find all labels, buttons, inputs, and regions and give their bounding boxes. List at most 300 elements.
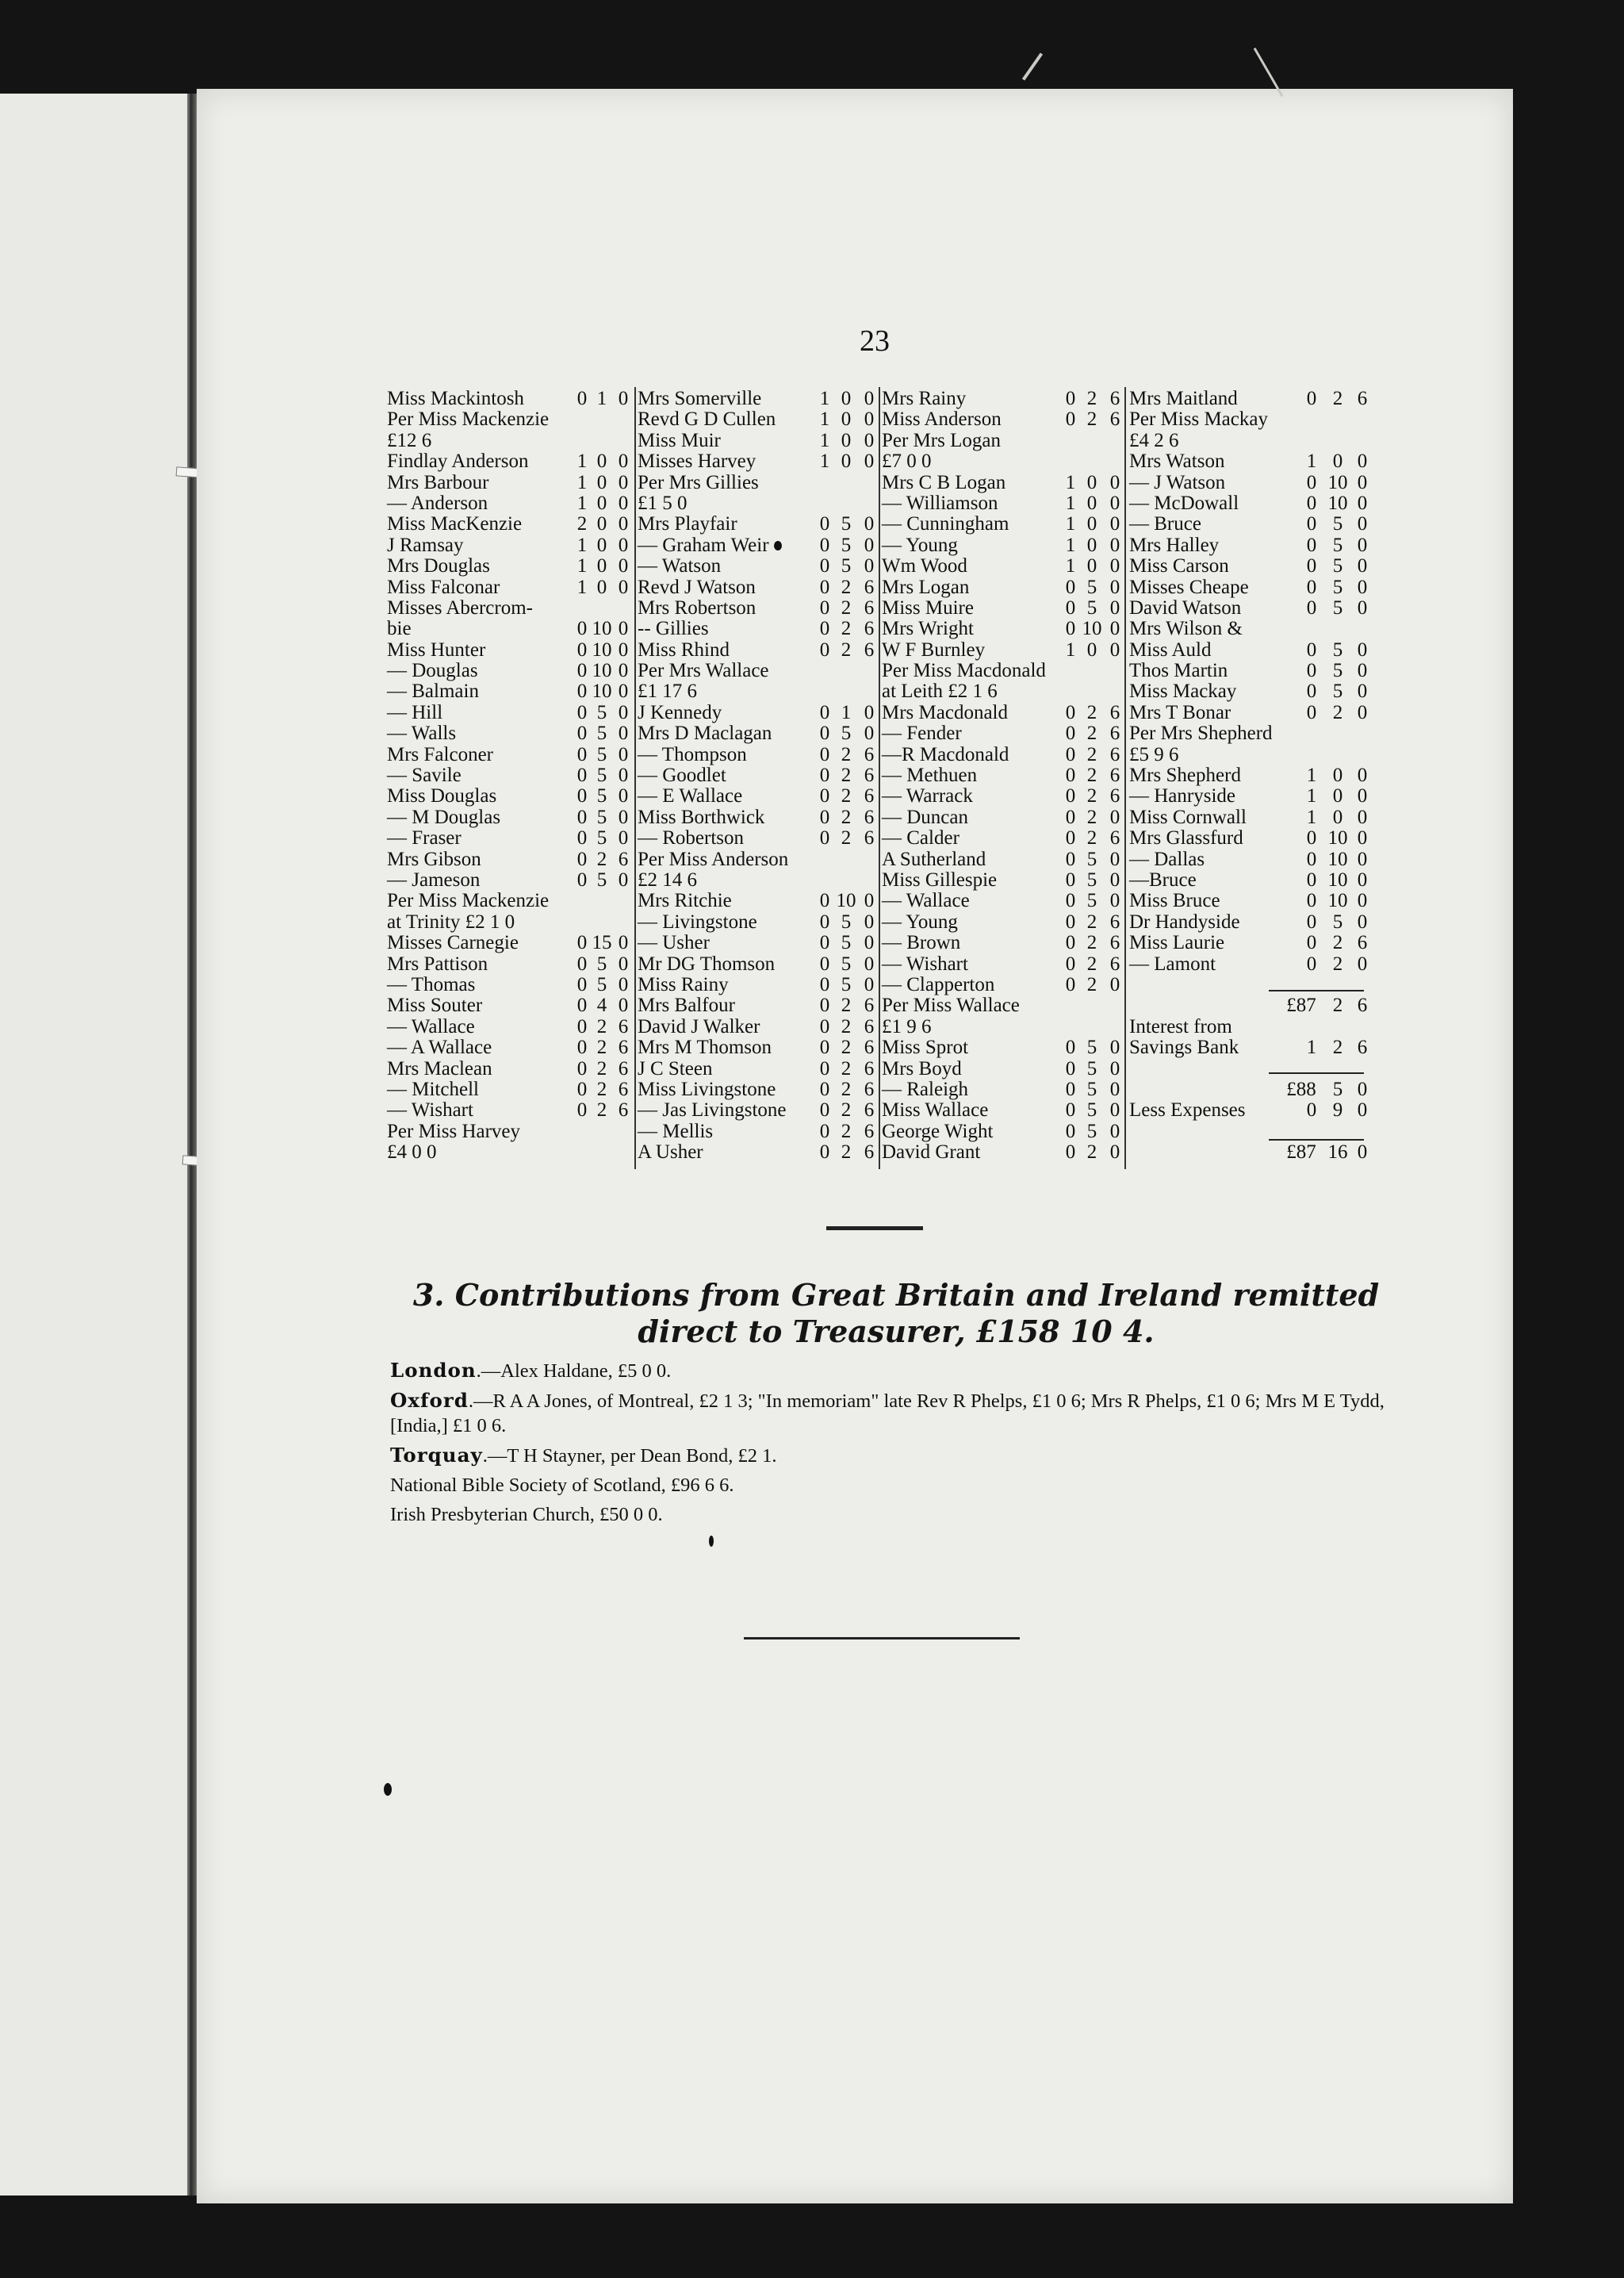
- amount-pounds: £88: [1286, 1078, 1316, 1100]
- section-divider: [826, 1226, 923, 1230]
- donor-name: Miss Carson: [1129, 555, 1229, 577]
- donor-name: Mrs Maitland: [1129, 388, 1238, 409]
- amount-pence: 6: [864, 995, 875, 1017]
- amount-pounds: 1: [576, 555, 588, 577]
- amount-pence: 0: [1357, 911, 1368, 933]
- ledger-row: [882, 1080, 1126, 1100]
- donor-name: Mrs Boyd: [882, 1057, 962, 1080]
- ledger-row: [638, 870, 880, 891]
- donor-name: — Wallace: [387, 1015, 475, 1037]
- amount-pence: 6: [1109, 911, 1120, 933]
- ink-blot: [709, 1536, 714, 1547]
- amount-pounds: 0: [576, 1099, 588, 1122]
- amount-shillings: 5: [1086, 890, 1097, 912]
- amount-shillings: 10: [1327, 471, 1348, 493]
- ledger-heading: Per Miss Mackenzie: [387, 408, 550, 431]
- amount-pence: 0: [1357, 806, 1368, 828]
- amount-pounds: 0: [819, 827, 830, 849]
- amount-shillings: 5: [1086, 1037, 1097, 1059]
- ledger-row: [638, 828, 880, 849]
- amount-pence: 6: [1109, 701, 1120, 723]
- amount-pence: 6: [864, 1078, 875, 1100]
- amount-pounds: 0: [576, 681, 588, 703]
- donor-name: — Wishart: [387, 1099, 473, 1122]
- ledger-heading: Per Mrs Logan: [882, 429, 1001, 451]
- amount-pounds: 0: [576, 1057, 588, 1080]
- ledger-row: [638, 681, 880, 702]
- amount-shillings: 10: [1082, 618, 1102, 640]
- donor-name: — Dallas: [1129, 848, 1205, 870]
- ledger-heading: £1 17 6: [638, 681, 697, 703]
- donor-name: Mrs Halley: [1129, 534, 1220, 556]
- amount-pence: 0: [864, 513, 875, 535]
- amount-pence: 0: [618, 618, 629, 640]
- ledger-row: [1129, 535, 1380, 556]
- column-separator: [1124, 387, 1126, 1169]
- amount-pence: 6: [864, 827, 875, 849]
- donor-name: — Cunningham: [882, 513, 1009, 535]
- donor-name: Miss Anderson: [882, 408, 1002, 431]
- amount-pounds: 0: [1306, 513, 1317, 535]
- ledger-row: [387, 1080, 634, 1100]
- amount-shillings: 10: [1327, 848, 1348, 870]
- amount-shillings: 5: [841, 932, 852, 954]
- donor-name: Miss Mackintosh: [387, 388, 524, 409]
- amount-pence: 6: [1109, 765, 1120, 787]
- ledger-row: [387, 535, 634, 556]
- donor-name: — Wishart: [882, 953, 968, 975]
- amount-pence: 0: [1357, 827, 1368, 849]
- amount-shillings: 0: [596, 534, 607, 556]
- donor-name: Mrs Shepherd: [1129, 765, 1241, 787]
- amount-pounds: 0: [819, 701, 830, 723]
- donor-name: Miss Gillespie: [882, 869, 998, 891]
- ledger-row: [638, 640, 880, 661]
- ledger-row: [1129, 598, 1380, 619]
- amount-shillings: 0: [1332, 451, 1343, 473]
- amount-pence: 0: [1357, 451, 1368, 473]
- amount-pounds: 0: [1306, 848, 1317, 870]
- contributions-list: [390, 1358, 1421, 1532]
- amount-pounds: 0: [576, 932, 588, 954]
- donor-name: J Kennedy: [638, 701, 722, 723]
- amount-pence: 6: [1109, 827, 1120, 849]
- amount-pounds: 0: [1306, 701, 1317, 723]
- ledger-row: [882, 1100, 1126, 1121]
- amount-pence: 0: [1357, 869, 1368, 891]
- ledger-row: [882, 451, 1126, 472]
- ledger-heading: Per Miss Macdonald: [882, 660, 1046, 682]
- amount-pence: 6: [1109, 388, 1120, 409]
- donor-name: Mrs Maclean: [387, 1057, 492, 1080]
- amount-shillings: 5: [596, 765, 607, 787]
- amount-pounds: 0: [819, 743, 830, 765]
- ledger-row: [387, 619, 634, 639]
- donor-name: Mrs Douglas: [387, 555, 490, 577]
- ledger-row: [1129, 451, 1380, 472]
- amount-pounds: 0: [819, 1120, 830, 1142]
- donor-name: — Bruce: [1129, 513, 1201, 535]
- ledger-heading: at Trinity £2 1 0: [387, 911, 515, 933]
- section-heading-line-2: direct to Treasurer, £158 10 4.: [638, 1313, 1155, 1349]
- donor-name: — Fraser: [387, 827, 462, 849]
- amount-shillings: 4: [596, 995, 607, 1017]
- donor-name: — Williamson: [882, 492, 998, 514]
- amount-shillings: 5: [841, 973, 852, 995]
- amount-pounds: £87: [1286, 995, 1316, 1017]
- amount-pounds: 0: [1306, 639, 1317, 661]
- ledger-heading: Per Mrs Gillies: [638, 471, 759, 493]
- ledger-row: [882, 535, 1126, 556]
- ledger-row: [1129, 1080, 1380, 1100]
- donor-name: Dr Handyside: [1129, 911, 1240, 933]
- donor-name: Mrs Macdonald: [882, 701, 1008, 723]
- amount-shillings: 5: [596, 806, 607, 828]
- donor-name: — Lamont: [1129, 953, 1216, 975]
- ledger-column-2: [638, 389, 880, 1163]
- ledger-row: [387, 577, 634, 598]
- ledger-heading: Misses Abercrom-: [387, 596, 533, 619]
- ledger-heading: Interest from: [1129, 1015, 1232, 1037]
- donor-name: Miss Bruce: [1129, 890, 1220, 912]
- ledger-row: [1129, 954, 1380, 975]
- amount-pence: 6: [1109, 785, 1120, 807]
- ledger-row: [638, 535, 880, 556]
- donor-name: Miss Sprot: [882, 1037, 969, 1059]
- amount-shillings: 5: [596, 869, 607, 891]
- amount-shillings: 2: [841, 806, 852, 828]
- donor-name: J C Steen: [638, 1057, 713, 1080]
- ledger-row: [882, 891, 1126, 911]
- donor-name: — Hanryside: [1129, 785, 1235, 807]
- ledger-row: [638, 556, 880, 577]
- amount-pence: 6: [1357, 932, 1368, 954]
- amount-pence: 0: [1357, 1141, 1368, 1164]
- amount-pounds: 0: [576, 827, 588, 849]
- ledger-row: [638, 451, 880, 472]
- ledger-row: [387, 703, 634, 723]
- amount-shillings: 2: [1086, 1141, 1097, 1164]
- amount-shillings: 10: [592, 660, 612, 682]
- ledger-row: [1129, 409, 1380, 430]
- amount-pounds: 0: [819, 911, 830, 933]
- amount-shillings: 10: [592, 618, 612, 640]
- ledger-row: [387, 891, 634, 911]
- donor-name: David Watson: [1129, 596, 1242, 619]
- ledger-row: [882, 828, 1126, 849]
- donor-name: Mrs Gibson: [387, 848, 481, 870]
- amount-shillings: 2: [841, 1037, 852, 1059]
- ledger-row: [638, 1100, 880, 1121]
- ledger-row: [1129, 828, 1380, 849]
- amount-pence: 0: [618, 869, 629, 891]
- ledger-heading: at Leith £2 1 6: [882, 681, 998, 703]
- amount-pounds: 0: [1065, 1078, 1076, 1100]
- amount-pounds: 0: [819, 973, 830, 995]
- donor-name: —R Macdonald: [882, 743, 1009, 765]
- amount-pence: 0: [864, 932, 875, 954]
- ledger-row: [638, 765, 880, 786]
- amount-pence: 6: [1109, 723, 1120, 745]
- ledger-row: [1129, 765, 1380, 786]
- amount-pounds: 1: [576, 534, 588, 556]
- amount-shillings: 2: [841, 743, 852, 765]
- amount-pence: 0: [618, 660, 629, 682]
- donor-name: Savings Bank: [1129, 1037, 1239, 1059]
- amount-pounds: 0: [576, 618, 588, 640]
- amount-pence: 0: [1109, 869, 1120, 891]
- donor-name: Findlay Anderson: [387, 451, 529, 473]
- amount-pence: 0: [1357, 701, 1368, 723]
- amount-pence: 0: [618, 953, 629, 975]
- amount-pounds: 0: [819, 723, 830, 745]
- donor-name: Mrs Barbour: [387, 471, 489, 493]
- amount-shillings: 2: [1086, 806, 1097, 828]
- ledger-row: [1129, 493, 1380, 514]
- amount-pounds: 0: [1306, 388, 1317, 409]
- amount-pounds: 1: [819, 429, 830, 451]
- amount-shillings: 2: [1086, 932, 1097, 954]
- ledger-row: [387, 995, 634, 1016]
- ledger-row: [638, 849, 880, 870]
- amount-pence: 0: [1109, 534, 1120, 556]
- amount-pounds: 0: [1306, 953, 1317, 975]
- donor-name: — Livingstone: [638, 911, 757, 933]
- torquay-entry: [390, 1443, 1421, 1468]
- amount-shillings: 10: [592, 639, 612, 661]
- amount-shillings: 5: [1086, 576, 1097, 598]
- amount-shillings: 2: [841, 596, 852, 619]
- ledger-heading: £1 9 6: [882, 1015, 932, 1037]
- ledger-row: [882, 933, 1126, 953]
- entry-text: .—Alex Haldane, £5 0 0.: [476, 1360, 672, 1382]
- amount-pence: 0: [864, 555, 875, 577]
- amount-shillings: 5: [596, 701, 607, 723]
- amount-shillings: 0: [1086, 471, 1097, 493]
- ledger-row: [387, 1017, 634, 1037]
- amount-shillings: 0: [596, 576, 607, 598]
- amount-pence: 6: [864, 618, 875, 640]
- amount-pounds: 1: [1065, 471, 1076, 493]
- amount-shillings: 5: [1086, 1099, 1097, 1122]
- amount-shillings: 5: [596, 723, 607, 745]
- donor-name: Miss Falconar: [387, 576, 500, 598]
- ledger-row: [638, 577, 880, 598]
- amount-pounds: 1: [1306, 451, 1317, 473]
- amount-shillings: 2: [1086, 408, 1097, 431]
- donor-name: — Young: [882, 911, 958, 933]
- amount-pence: 0: [864, 973, 875, 995]
- amount-pence: 0: [864, 701, 875, 723]
- amount-shillings: 9: [1332, 1099, 1343, 1122]
- amount-pounds: 0: [819, 765, 830, 787]
- ledger-row: [882, 619, 1126, 639]
- ledger-heading: Per Miss Mackenzie: [387, 890, 550, 912]
- donor-name: Mrs Wright: [882, 618, 974, 640]
- amount-pounds: £87: [1286, 1141, 1316, 1164]
- ledger-row: [638, 431, 880, 451]
- entry-text: .—T H Stayner, per Dean Bond, £2 1.: [482, 1445, 777, 1467]
- amount-shillings: 10: [1327, 492, 1348, 514]
- ledger-row: [1129, 556, 1380, 577]
- amount-shillings: 2: [1086, 827, 1097, 849]
- section-heading: [381, 1277, 1411, 1350]
- ledger-row: [387, 493, 634, 514]
- ledger-row: [638, 1080, 880, 1100]
- amount-pence: 6: [864, 743, 875, 765]
- amount-pounds: 0: [1065, 1037, 1076, 1059]
- ledger-row: [882, 765, 1126, 786]
- ledger-row: [638, 661, 880, 681]
- amount-pounds: 0: [1065, 890, 1076, 912]
- ledger-heading: Per Miss Wallace: [882, 995, 1020, 1017]
- place-name: Torquay: [390, 1444, 483, 1467]
- amount-pounds: 0: [819, 618, 830, 640]
- donor-name: — Calder: [882, 827, 959, 849]
- amount-shillings: 5: [1332, 639, 1343, 661]
- amount-pounds: 1: [576, 471, 588, 493]
- amount-pence: 0: [618, 639, 629, 661]
- amount-pounds: 0: [1306, 911, 1317, 933]
- ledger-row: [882, 870, 1126, 891]
- ledger-heading: £4 0 0: [387, 1141, 437, 1164]
- ledger-row: [882, 1142, 1126, 1163]
- ledger-row: [1129, 975, 1380, 995]
- amount-pounds: 1: [1306, 1037, 1317, 1059]
- ledger-row: [882, 954, 1126, 975]
- amount-pounds: 0: [819, 596, 830, 619]
- amount-shillings: 5: [1332, 576, 1343, 598]
- donor-name: Miss Auld: [1129, 639, 1212, 661]
- ledger-row: [638, 598, 880, 619]
- ledger-heading: Per Miss Anderson: [638, 848, 789, 870]
- ledger-row: [1129, 514, 1380, 535]
- ledger-row: [638, 723, 880, 744]
- amount-shillings: 2: [1332, 1037, 1343, 1059]
- amount-shillings: 5: [1086, 1078, 1097, 1100]
- amount-pence: 6: [618, 1057, 629, 1080]
- amount-shillings: 5: [841, 513, 852, 535]
- amount-shillings: 5: [596, 973, 607, 995]
- ledger-row: [1129, 1142, 1380, 1163]
- ledger-row: [387, 473, 634, 493]
- amount-pence: 0: [864, 723, 875, 745]
- ledger-row: [387, 786, 634, 807]
- page-mark: [1022, 52, 1043, 80]
- amount-pounds: 0: [1065, 576, 1076, 598]
- ledger-row: [1129, 1059, 1380, 1080]
- amount-shillings: 10: [1327, 869, 1348, 891]
- donor-name: Mrs Rainy: [882, 388, 967, 409]
- amount-pounds: 0: [1065, 1141, 1076, 1164]
- amount-shillings: 16: [1327, 1141, 1348, 1164]
- amount-pounds: 1: [1065, 639, 1076, 661]
- amount-shillings: 5: [1332, 1078, 1343, 1100]
- donor-name: — Methuen: [882, 765, 978, 787]
- ledger-row: [882, 786, 1126, 807]
- amount-pounds: 0: [819, 953, 830, 975]
- ledger-row: [638, 1059, 880, 1080]
- donor-name: Miss Laurie: [1129, 932, 1225, 954]
- amount-shillings: 2: [841, 1015, 852, 1037]
- ledger-row: [882, 409, 1126, 430]
- amount-pounds: 0: [576, 1078, 588, 1100]
- amount-pence: 6: [864, 576, 875, 598]
- donor-name: Mrs M Thomson: [638, 1037, 772, 1059]
- amount-pence: 0: [864, 451, 875, 473]
- amount-shillings: 2: [1332, 932, 1343, 954]
- donor-name: Mrs Falconer: [387, 743, 493, 765]
- ledger-row: [1129, 640, 1380, 661]
- donor-name: Mrs Pattison: [387, 953, 488, 975]
- ledger-row: [1129, 1100, 1380, 1121]
- amount-pence: 0: [1357, 1078, 1368, 1100]
- amount-pence: 0: [1109, 1099, 1120, 1122]
- amount-shillings: 2: [1086, 765, 1097, 787]
- amount-pence: 0: [618, 513, 629, 535]
- amount-pence: 0: [618, 785, 629, 807]
- amount-pounds: 0: [1065, 765, 1076, 787]
- amount-pence: 6: [618, 1015, 629, 1037]
- amount-pounds: 0: [819, 890, 830, 912]
- amount-pounds: 0: [576, 701, 588, 723]
- amount-shillings: 0: [1332, 785, 1343, 807]
- amount-pence: 0: [1109, 471, 1120, 493]
- amount-shillings: 2: [1332, 388, 1343, 409]
- amount-pounds: 0: [576, 973, 588, 995]
- ledger-heading: Mrs Wilson &: [1129, 618, 1243, 640]
- ledger-row: [882, 577, 1126, 598]
- ledger-row: [1129, 723, 1380, 744]
- amount-pence: 0: [864, 408, 875, 431]
- amount-pounds: 1: [819, 388, 830, 409]
- amount-shillings: 5: [1332, 911, 1343, 933]
- amount-shillings: 5: [596, 953, 607, 975]
- ledger-row: [387, 431, 634, 451]
- donor-name: — Fender: [882, 723, 962, 745]
- donor-name: David J Walker: [638, 1015, 760, 1037]
- donor-name: — Walls: [387, 723, 457, 745]
- donor-name: — Balmain: [387, 681, 479, 703]
- amount-pence: 0: [1357, 765, 1368, 787]
- ledger-row: [1129, 473, 1380, 493]
- amount-pounds: 0: [819, 995, 830, 1017]
- ledger-row: [638, 745, 880, 765]
- amount-pence: 6: [618, 1078, 629, 1100]
- ledger-row: [882, 640, 1126, 661]
- ledger-row: [387, 807, 634, 828]
- amount-pounds: 0: [576, 848, 588, 870]
- ledger-row: [882, 703, 1126, 723]
- donor-name: — J Watson: [1129, 471, 1226, 493]
- donor-name: Misses Harvey: [638, 451, 756, 473]
- donor-name: — Goodlet: [638, 765, 726, 787]
- donor-name: Mrs Glassfurd: [1129, 827, 1243, 849]
- ledger-row: [1129, 431, 1380, 451]
- ledger-row: [1129, 681, 1380, 702]
- amount-shillings: 2: [596, 1057, 607, 1080]
- ledger-row: [387, 640, 634, 661]
- ledger-row: [387, 765, 634, 786]
- amount-shillings: 0: [1086, 492, 1097, 514]
- amount-pounds: 0: [1065, 869, 1076, 891]
- donor-name: J Ramsay: [387, 534, 464, 556]
- amount-pence: 0: [1357, 953, 1368, 975]
- amount-pence: 0: [618, 576, 629, 598]
- donor-name: W F Burnley: [882, 639, 986, 661]
- ledger-row: [387, 828, 634, 849]
- amount-pounds: 1: [576, 492, 588, 514]
